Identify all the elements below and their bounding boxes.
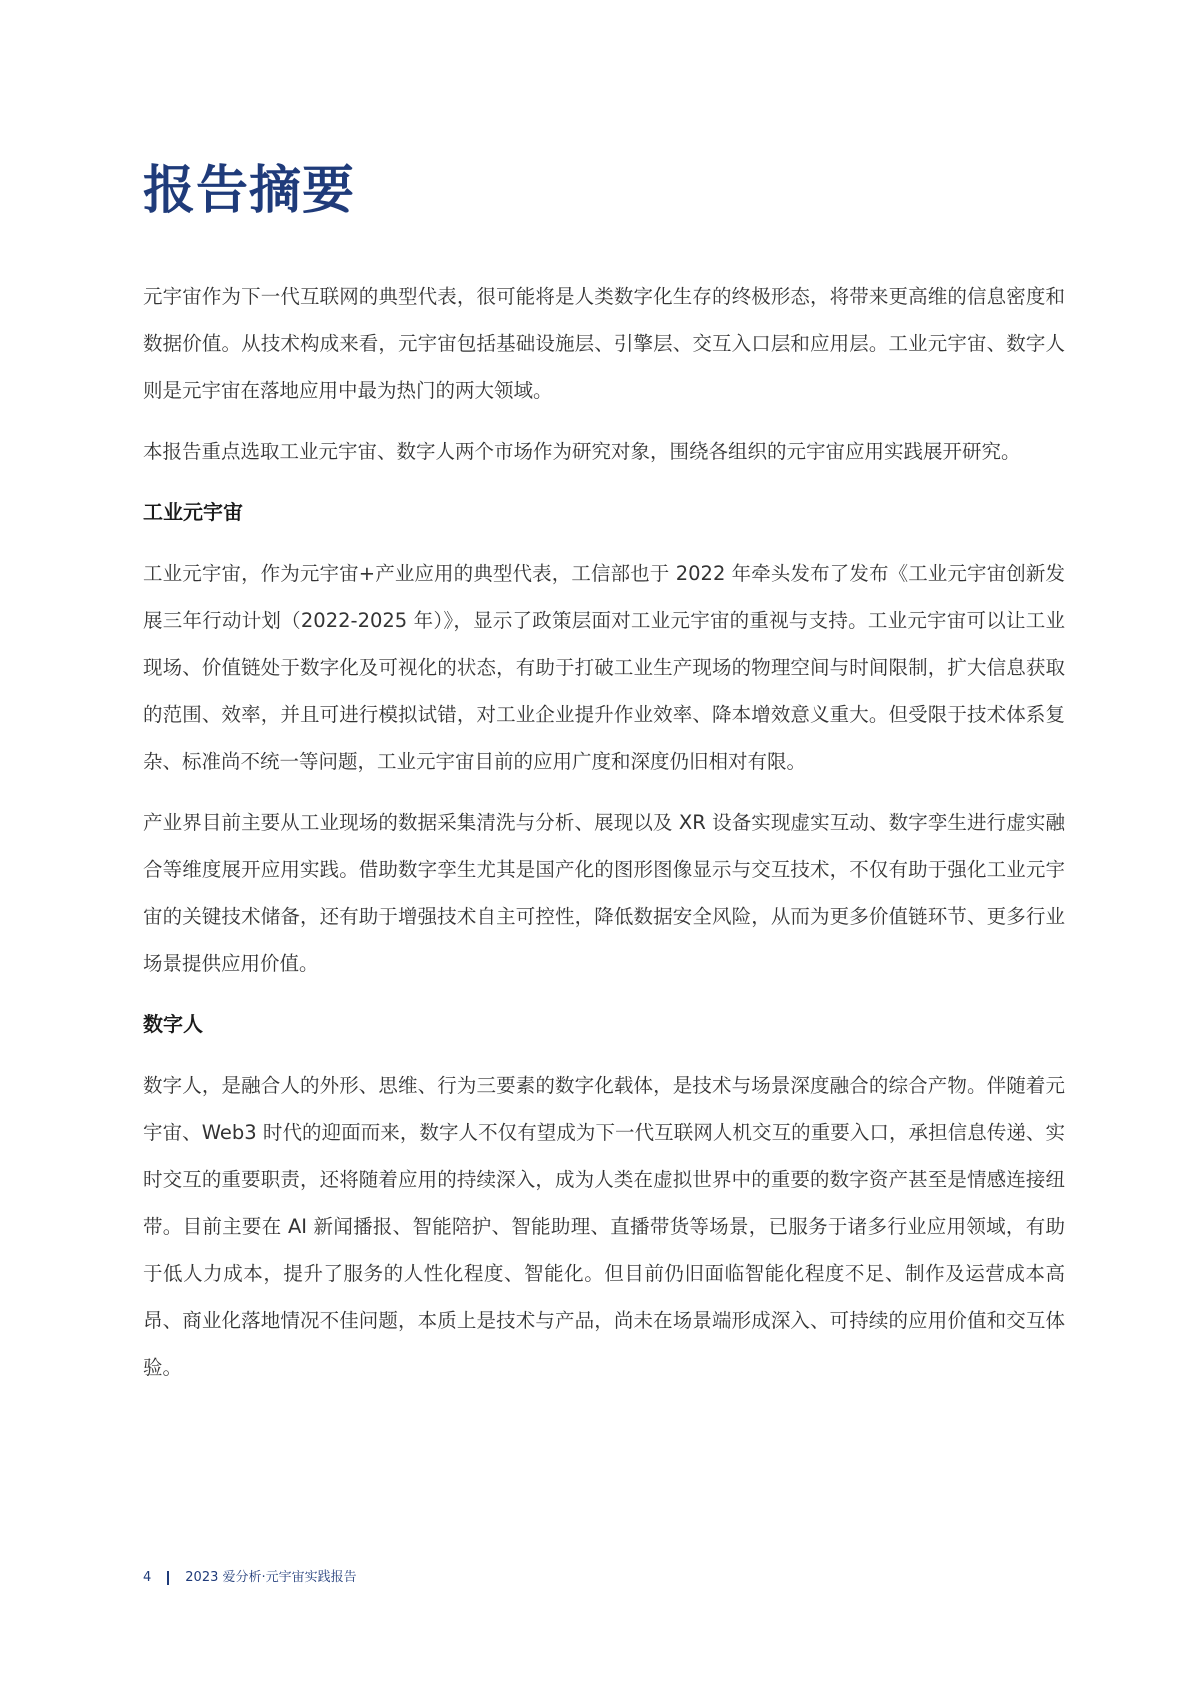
digital-human-paragraph-1: 数字人，是融合人的外形、思维、行为三要素的数字化载体，是技术与场景深度融合的综合产物。伴随着元宇宙、Web3 时代的迎面而来，数字人不仅有望成为下一代互联网人机交互的重要入口，承担信息传递、实时交互的重要职责，还将随着应用的持续深入，成为人类在虚拟世界中的重要的数字资产甚至是情感连接纽带。目前主要在 AI 新闻播报、智能陪护、智能助理、直播带货等场景，已服务于诸多行业应用领域，有助于低人力成本，提升了服务的人性化程度、智能化。但目前仍旧面临智能化程度不足、制作及运营成本高昂、商业化落地情况不佳问题，本质上是技术与产品，尚未在场景端形成深入、可持续的应用价值和交互体验。 <box>143 1074 1065 1379</box>
page-title: 报告摘要 <box>143 161 356 221</box>
industrial-metaverse-paragraph-1: 工业元宇宙，作为元宇宙+产业应用的典型代表，工信部也于 2022 年牵头发布了发布《工业元宇宙创新发展三年行动计划（2022-2025 年）》，显示了政策层面对工业元宇宙的重视与支持。工业元宇宙可以让工业现场、价值链处于数字化及可视化的状态，有助于打破工业生产现场的物理空间与时间限制，扩大信息获取的范围、效率，并且可进行模拟试错，对工业企业提升作业效率、降本增效意义重大。但受限于技术体系复杂、标准尚不统一等问题，工业元宇宙目前的应用广度和深度仍旧相对有限。 <box>143 562 1065 773</box>
intro-paragraph-1: 元宇宙作为下一代互联网的典型代表，很可能将是人类数字化生存的终极形态，将带来更高维的信息密度和数据价值。从技术构成来看，元宇宙包括基础设施层、引擎层、交互入口层和应用层。工业元宇宙、数字人则是元宇宙在落地应用中最为热门的两大领域。 <box>143 285 1065 402</box>
section-heading-industrial-metaverse: 工业元宇宙 <box>143 500 243 524</box>
intro-paragraph-2: 本报告重点选取工业元宇宙、数字人两个市场作为研究对象，围绕各组织的元宇宙应用实践展开研究。 <box>143 440 1021 463</box>
report-body <box>143 273 1065 1405</box>
page-footer <box>143 1568 357 1588</box>
industrial-metaverse-paragraph-2: 产业界目前主要从工业现场的数据采集清洗与分析、展现以及 XR 设备实现虚实互动、数字孪生进行虚实融合等维度展开应用实践。借助数字孪生尤其是国产化的图形图像显示与交互技术，不仅有助于强化工业元宇宙的关键技术储备，还有助于增强技术自主可控性，降低数据安全风险，从而为更多价值链环节、更多行业场景提供应用价值。 <box>143 811 1065 975</box>
page-number: 4 <box>143 1570 152 1585</box>
footer-divider <box>167 1571 169 1585</box>
report-name: 2023 爱分析·元宇宙实践报告 <box>185 1570 357 1585</box>
section-heading-digital-human: 数字人 <box>143 1012 203 1036</box>
